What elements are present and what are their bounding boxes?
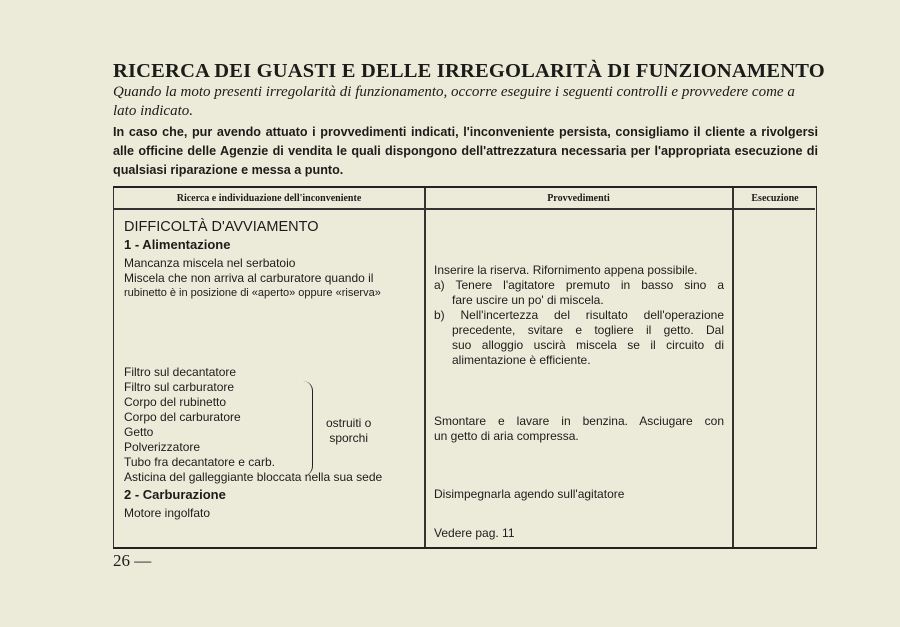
component-item: Polverizzatore [124,440,201,454]
intro-text: Quando la moto presenti irregolarità di funzionamento, occorre eseguire i seguenti controlli e provvedere come a lato indicato. [113,84,795,119]
measure-line: Disimpegnarla agendo sull'agitatore [434,487,625,501]
search-column [124,220,424,521]
symptom-line: Mancanza miscela nel serbatoio [124,256,296,270]
component-list [124,365,424,470]
header-execution: Esecuzione [751,193,799,204]
table-bottom-rule [113,547,817,549]
brace [302,381,313,476]
symptom-line: Asticina del galleggiante bloccata nella sua sede [124,470,383,484]
measure-line: suo alloggio uscirà miscela se il circuito di [452,338,724,352]
component-item: Tubo fra decantatore e carb. [124,455,275,469]
measure-line: Smontare e lavare in benzina. Asciugare con [434,414,724,428]
measure-line: alimentazione è efficiente. [452,353,591,367]
measure-line: precedente, svitare e togliere il getto. Dal [452,323,724,337]
measure-line: un getto di aria compressa. [434,429,579,443]
column-divider [732,188,734,548]
component-item: Corpo del rubinetto [124,395,227,409]
advice-paragraph: In caso che, pur avendo attuato i provvedimenti indicati, l'inconveniente persista, consigliamo il cliente a rivolgersi alle officine delle Agenzie di vendita le quali dispongono dell'attrezzatura necessaria per l'appropriata esecuzione di qualsiasi riparazione e messa a punto. [113,125,818,177]
header-rule [114,208,815,210]
subsection-carburazione: 2 - Carburazione [124,487,226,502]
brace-label-line: sporchi [329,431,369,445]
symptom-line: Motore ingolfato [124,506,211,520]
component-item: Filtro sul carburatore [124,380,235,394]
measure-line: b) Nell'incertezza del risultato dell'operazione [434,308,724,322]
page-title: RICERCA DEI GUASTI E DELLE IRREGOLARITÀ DI FUNZIONAMENTO [113,60,825,82]
component-item: Corpo del carburatore [124,410,241,424]
measure-line: Vedere pag. 11 [434,526,515,540]
measure-line: fare uscire un po' di miscela. [452,293,604,307]
header-search: Ricerca e individuazione dell'inconveniente [176,193,362,204]
subsection-alimentazione: 1 - Alimentazione [124,237,231,252]
header-measures: Provvedimenti [547,193,610,204]
brace-label-line: ostruiti o [326,416,372,430]
measure-line: Inserire la riserva. Rifornimento appena possibile. [434,263,698,277]
measures-block [434,263,724,368]
measures-block [434,414,724,444]
page-number: 26 — [113,551,152,570]
brace-label [326,416,371,446]
measure-line: a) Tenere l'agitatore premuto in basso sino a [434,278,724,292]
section-title: DIFFICOLTÀ D'AVVIAMENTO [124,219,319,235]
troubleshooting-table [113,188,817,548]
symptom-line: rubinetto è in posizione di «aperto» oppure «riserva» [124,287,381,299]
measures-block [434,526,724,541]
symptom-line: Miscela che non arriva al carburatore quando il [124,271,374,285]
column-divider [424,188,426,548]
component-item: Filtro sul decantatore [124,365,237,379]
measures-block [434,487,724,502]
component-item: Getto [124,425,154,439]
